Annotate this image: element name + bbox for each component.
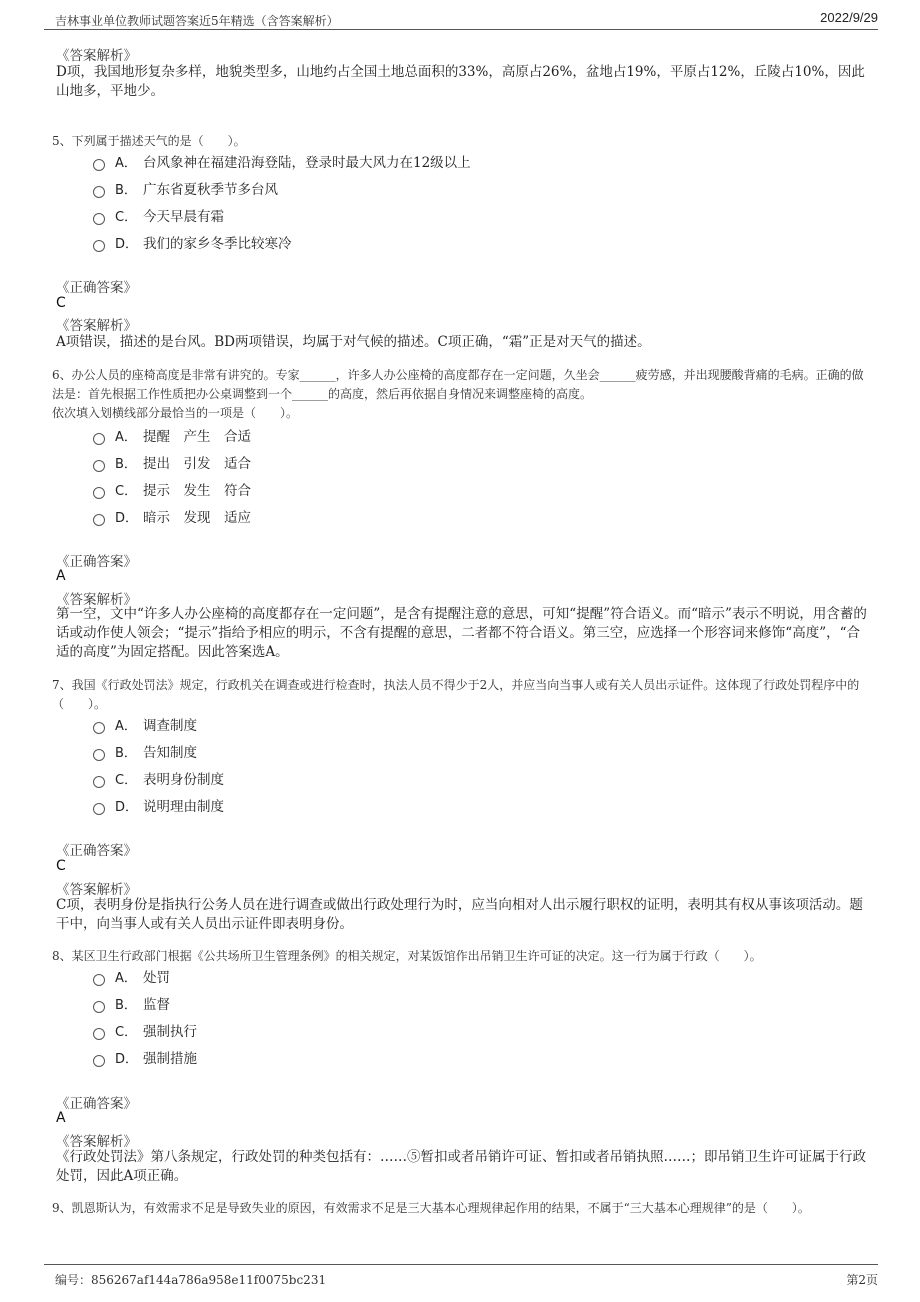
radio-icon[interactable] <box>93 460 105 472</box>
q8-answer: A <box>56 1110 66 1126</box>
q7-analysis: C项，表明身份是指执行公务人员在进行调查或做出行政处理行为时，应当向相对人出示履行职权的证明，表明其有权从事该项活动。题干中，向当事人或有关人员出示证件即表明身份。 <box>56 897 863 932</box>
q5-option-d[interactable]: D． 我们的家乡冬季比较寒冷 <box>93 234 292 254</box>
q5-option-b[interactable]: B． 广东省夏秋季节多台风 <box>93 180 278 200</box>
footer-divider <box>44 1264 878 1265</box>
analysis-label: 《答案解析》 <box>56 318 137 334</box>
q5-analysis: A项错误，描述的是台风。BD两项错误，均属于对气候的描述。C项正确，“霜”正是对天气的描述。 <box>56 334 651 350</box>
q8-option-d[interactable]: D． 强制措施 <box>93 1049 197 1069</box>
q8-option-c[interactable]: C． 强制执行 <box>93 1022 197 1042</box>
radio-icon[interactable] <box>93 433 105 445</box>
q6-question: 6、办公人员的座椅高度是非常有讲究的。专家______，许多人办公座椅的高度都存在一定问题，久坐会______疲劳感，并出现腰酸背痛的毛病。正确的做法是：首先根据工作性质把办公桌调整到一个______的高度，然后再依据自身情况来调整座椅的高度。 <box>52 368 864 401</box>
radio-icon[interactable] <box>93 1055 105 1067</box>
radio-icon[interactable] <box>93 240 105 252</box>
q5-question: 5、下列属于描述天气的是（ ）。 <box>52 134 246 148</box>
q7-option-b[interactable]: B． 告知制度 <box>93 743 197 763</box>
page-footer <box>0 1264 920 1302</box>
radio-icon[interactable] <box>93 159 105 171</box>
document-title: 吉林事业单位教师试题答案近5年精选（含答案解析） <box>55 14 339 28</box>
q6-analysis: 第一空，文中“许多人办公座椅的高度都存在一定问题”，是含有提醒注意的意思，可知“提醒”符合语义。而“暗示”表示不明说，用含蓄的话或动作使人领会；“提示”指给予相应的明示，不含有提醒的意思，二者都不符合语义。第三空，应选择一个形容词来修饰“高度”，“合适的高度”为固定搭配。因此答案选A。 <box>56 606 867 660</box>
q6-answer: A <box>56 568 66 584</box>
radio-icon[interactable] <box>93 803 105 815</box>
analysis-label: 《答案解析》 <box>56 1134 137 1150</box>
q6-option-d[interactable]: D． 暗示 发现 适应 <box>93 508 251 528</box>
radio-icon[interactable] <box>93 974 105 986</box>
q5-option-c[interactable]: C． 今天早晨有霜 <box>93 207 224 227</box>
q6-option-a[interactable]: A． 提醒 产生 合适 <box>93 427 251 447</box>
correct-answer-label: 《正确答案》 <box>56 554 137 570</box>
radio-icon[interactable] <box>93 186 105 198</box>
q4-analysis: D项，我国地形复杂多样，地貌类型多，山地约占全国土地总面积的33%，高原占26%，盆地占19%，平原占12%，丘陵占10%，因此山地多，平地少。 <box>56 64 865 99</box>
radio-icon[interactable] <box>93 1001 105 1013</box>
correct-answer-label: 《正确答案》 <box>56 280 137 296</box>
correct-answer-label: 《正确答案》 <box>56 843 137 859</box>
q8-analysis: 《行政处罚法》第八条规定，行政处罚的种类包括有：……⑤暂扣或者吊销许可证、暂扣或者吊销执照……；即吊销卫生许可证属于行政处罚，因此A项正确。 <box>56 1149 866 1184</box>
radio-icon[interactable] <box>93 749 105 761</box>
q8-question: 8、某区卫生行政部门根据《公共场所卫生管理条例》的相关规定，对某饭馆作出吊销卫生许可证的决定。这一行为属于行政（ ）。 <box>52 949 762 963</box>
radio-icon[interactable] <box>93 514 105 526</box>
q7-answer: C <box>56 858 66 874</box>
q9-question: 9、凯恩斯认为，有效需求不足是导致失业的原因，有效需求不足是三大基本心理规律起作用的结果，不属于“三大基本心理规律”的是（ ）。 <box>52 1201 810 1215</box>
radio-icon[interactable] <box>93 1028 105 1040</box>
page-header <box>0 0 920 30</box>
radio-icon[interactable] <box>93 722 105 734</box>
page-number: 第2页 <box>846 1273 878 1287</box>
q7-option-d[interactable]: D． 说明理由制度 <box>93 797 224 817</box>
document-date: 2022/9/29 <box>820 10 878 25</box>
q5-option-a[interactable]: A． 台风象神在福建沿海登陆，登录时最大风力在12级以上 <box>93 153 471 173</box>
q5-answer: C <box>56 295 66 311</box>
analysis-label: 《答案解析》 <box>56 48 137 64</box>
q7-option-a[interactable]: A． 调查制度 <box>93 716 197 736</box>
q8-option-b[interactable]: B． 监督 <box>93 995 170 1015</box>
q7-option-c[interactable]: C． 表明身份制度 <box>93 770 224 790</box>
analysis-label: 《答案解析》 <box>56 882 137 898</box>
q7-question: 7、我国《行政处罚法》规定，行政机关在调查或进行检查时，执法人员不得少于2人，并应当向当事人或有关人员出示证件。这体现了行政处罚程序中的（ ）。 <box>52 678 860 711</box>
header-divider <box>44 29 878 30</box>
radio-icon[interactable] <box>93 487 105 499</box>
radio-icon[interactable] <box>93 213 105 225</box>
q8-option-a[interactable]: A． 处罚 <box>93 968 170 988</box>
correct-answer-label: 《正确答案》 <box>56 1096 137 1112</box>
analysis-label: 《答案解析》 <box>56 592 137 608</box>
radio-icon[interactable] <box>93 776 105 788</box>
q6-question-prompt: 依次填入划横线部分最恰当的一项是（ ）。 <box>52 406 299 420</box>
q6-option-c[interactable]: C． 提示 发生 符合 <box>93 481 251 501</box>
document-code: 编号：856267af144a786a958e11f0075bc231 <box>55 1273 327 1287</box>
q6-option-b[interactable]: B． 提出 引发 适合 <box>93 454 251 474</box>
